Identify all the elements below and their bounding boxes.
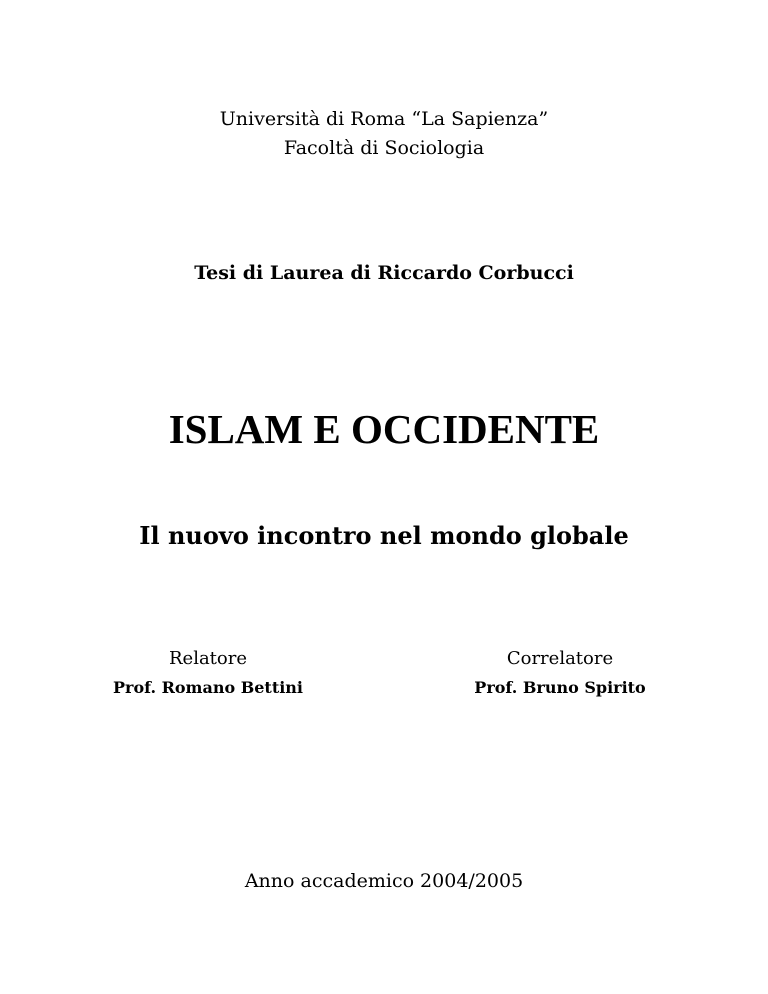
correlatore-name: Prof. Bruno Spirito	[474, 678, 646, 697]
thesis-subtitle: Il nuovo incontro nel mondo globale	[139, 521, 629, 550]
faculty-name: Facoltà di Sociologia	[283, 137, 485, 159]
academic-year: Anno accademico 2004/2005	[244, 870, 524, 892]
relatore-block	[88, 648, 328, 697]
relatore-name: Prof. Romano Bettini	[113, 678, 303, 697]
thesis-title: ISLAM E OCCIDENTE	[168, 406, 600, 452]
university-name: Università di Roma “La Sapienza”	[219, 108, 549, 130]
relatore-label: Relatore	[168, 648, 248, 669]
correlatore-block	[440, 648, 680, 697]
correlatore-label: Correlatore	[506, 648, 614, 669]
thesis-author-line: Tesi di Laurea di Riccardo Corbucci	[194, 262, 574, 284]
